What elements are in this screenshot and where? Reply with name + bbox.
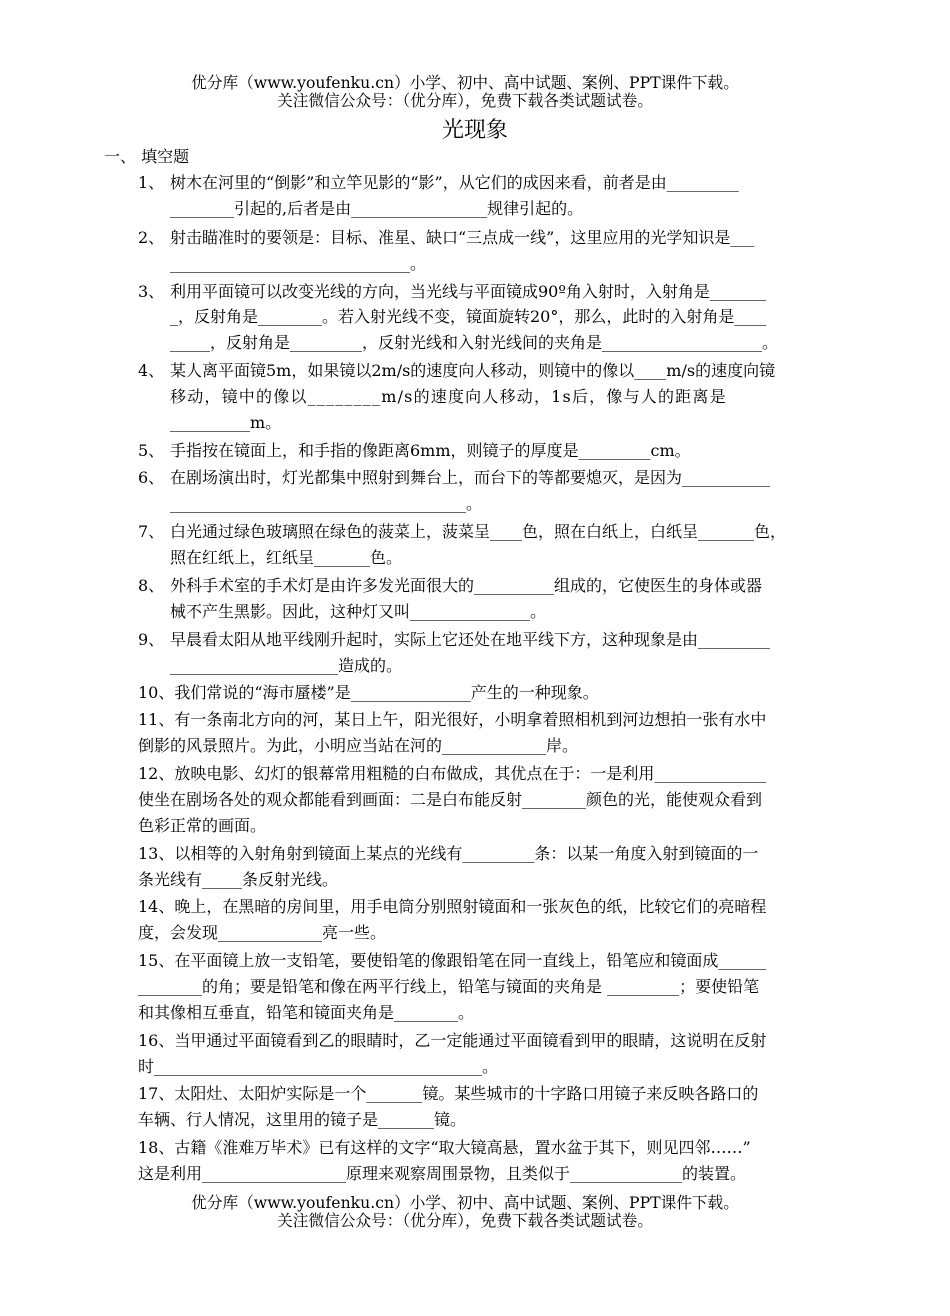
question-line: 10、我们常说的“海市蜃楼”是_______________产生的一种现象。: [138, 683, 599, 702]
question-line: 17、太阳灶、太阳炉实际是一个_______镜。某些城市的十字路口用镜子来反映各路口的: [138, 1084, 759, 1103]
question-line: 射击瞄准时的要领是：目标、准星、缺口“三点成一线”，这里应用的光学知识是___: [170, 228, 755, 247]
question-line: 车辆、行人情况，这里用的镜子是_______镜。: [138, 1110, 467, 1129]
question-line: 利用平面镜可以改变光线的方向，当光线与平面镜成90º角入射时，入射角是_______: [170, 282, 766, 301]
question-number: 9、: [138, 630, 165, 649]
footer-line-2: 关注微信公众号：（优分库），免费下载各类试题试卷。: [277, 1211, 653, 1230]
question-line: _，反射角是________。若入射光线不变，镜面旋转20°，那么，此时的入射角是____: [170, 307, 767, 326]
header-line-2: 关注微信公众号：（优分库），免费下载各类试题试卷。: [277, 91, 653, 110]
question-line: 手指按在镜面上，和手指的像距离6mm，则镜子的厚度是_________cm。: [170, 441, 691, 460]
question-line: ________的角；要是铅笔和像在两平行线上，铅笔与镜面的夹角是 _________；要使铅笔: [138, 977, 760, 996]
question-line: ________引起的,后者是由_________________规律引起的。: [170, 199, 584, 218]
section-heading: 一、 填空题: [104, 147, 190, 166]
question-number: 6、: [138, 468, 165, 487]
question-line: 使坐在剧场各处的观众都能看到画面：二是白布能反射________颜色的光，能使观众看到: [138, 790, 763, 809]
question-line: 外科手术室的手术灯是由许多发光面很大的__________组成的，它使医生的身体或器: [170, 576, 763, 595]
question-line: 14、晚上，在黑暗的房间里，用手电筒分别照射镜面和一张灰色的纸，比较它们的亮暗程: [138, 897, 767, 916]
header-line-1: 优分库（www.youfenku.cn）小学、初中、高中试题、案例、PPT课件下载。: [191, 73, 739, 92]
question-number: 8、: [138, 576, 165, 595]
question-line: 倒影的风景照片。为此，小明应当站在河的_____________岸。: [138, 736, 579, 755]
question-line: 15、在平面镜上放一支铅笔，要使铅笔的像跟铅笔在同一直线上，铅笔应和镜面成______: [138, 951, 767, 970]
question-line: 度，会发现_____________亮一些。: [138, 923, 387, 942]
question-line: 时_________________________________________。: [138, 1057, 499, 1076]
question-line: __________m。: [170, 413, 282, 432]
question-line: _____________________________________。: [170, 494, 483, 513]
question-number: 1、: [138, 173, 165, 192]
question-line: 移动，镜中的像以________m/s的速度向人移动，1s后，像与人的距离是: [170, 387, 727, 406]
question-number: 4、: [138, 361, 165, 380]
question-line: 12、放映电影、幻灯的银幕常用粗糙的白布做成，其优点在于：一是利用______________: [138, 764, 767, 783]
question-line: 白光通过绿色玻璃照在绿色的菠菜上，菠菜呈____色，照在白纸上，白纸呈_______色，: [170, 522, 787, 541]
question-line: 树木在河里的“倒影”和立竿见影的“影”，从它们的成因来看，前者是由_________: [170, 173, 739, 192]
question-line: 色彩正常的画面。: [138, 816, 267, 835]
question-line: _____________________造成的。: [170, 656, 403, 675]
question-line: 16、当甲通过平面镜看到乙的眼睛时，乙一定能通过平面镜看到甲的眼睛，这说明在反射: [138, 1031, 767, 1050]
question-line: 11、有一条南北方向的河，某日上午，阳光很好，小明拿着照相机到河边想拍一张有水中: [138, 710, 767, 729]
question-line: 18、古籍《淮难万毕术》已有这样的文字“取大镜高悬，置水盆于其下，则见四邻……”: [138, 1138, 751, 1157]
question-number: 2、: [138, 228, 165, 247]
question-number: 7、: [138, 522, 165, 541]
question-line: 13、以相等的入射角射到镜面上某点的光线有_________条：以某一角度入射到镜面的一: [138, 844, 759, 863]
question-line: 械不产生黑影。因此，这种灯又叫_______________。: [170, 602, 547, 621]
document-title: 光现象: [441, 118, 508, 143]
question-line: _____，反射角是_________，反射光线和入射光线间的夹角是____________________。: [170, 333, 779, 352]
question-line: 条光线有_____条反射光线。: [138, 870, 339, 889]
question-number: 3、: [138, 282, 165, 301]
question-line: 在剧场演出时，灯光都集中照射到舞台上，而台下的等都要熄灭，是因为___________: [170, 468, 771, 487]
question-line: 照在红纸上，红纸呈_______色。: [170, 548, 403, 567]
question-line: 早晨看太阳从地平线刚升起时，实际上它还处在地平线下方，这种现象是由_________: [170, 630, 771, 649]
footer-line-1: 优分库（www.youfenku.cn）小学、初中、高中试题、案例、PPT课件下载。: [191, 1193, 739, 1212]
question-number: 5、: [138, 441, 165, 460]
question-line: ______________________________。: [170, 254, 427, 273]
question-line: 某人离平面镜5m，如果镜以2m/s的速度向人移动，则镜中的像以____m/s的速度向镜: [170, 361, 776, 380]
question-line: 这是利用__________________原理来观察周围景物，且类似于______________的装置。: [138, 1164, 747, 1183]
question-line: 和其像相互垂直，铅笔和镜面夹角是________。: [138, 1003, 475, 1022]
